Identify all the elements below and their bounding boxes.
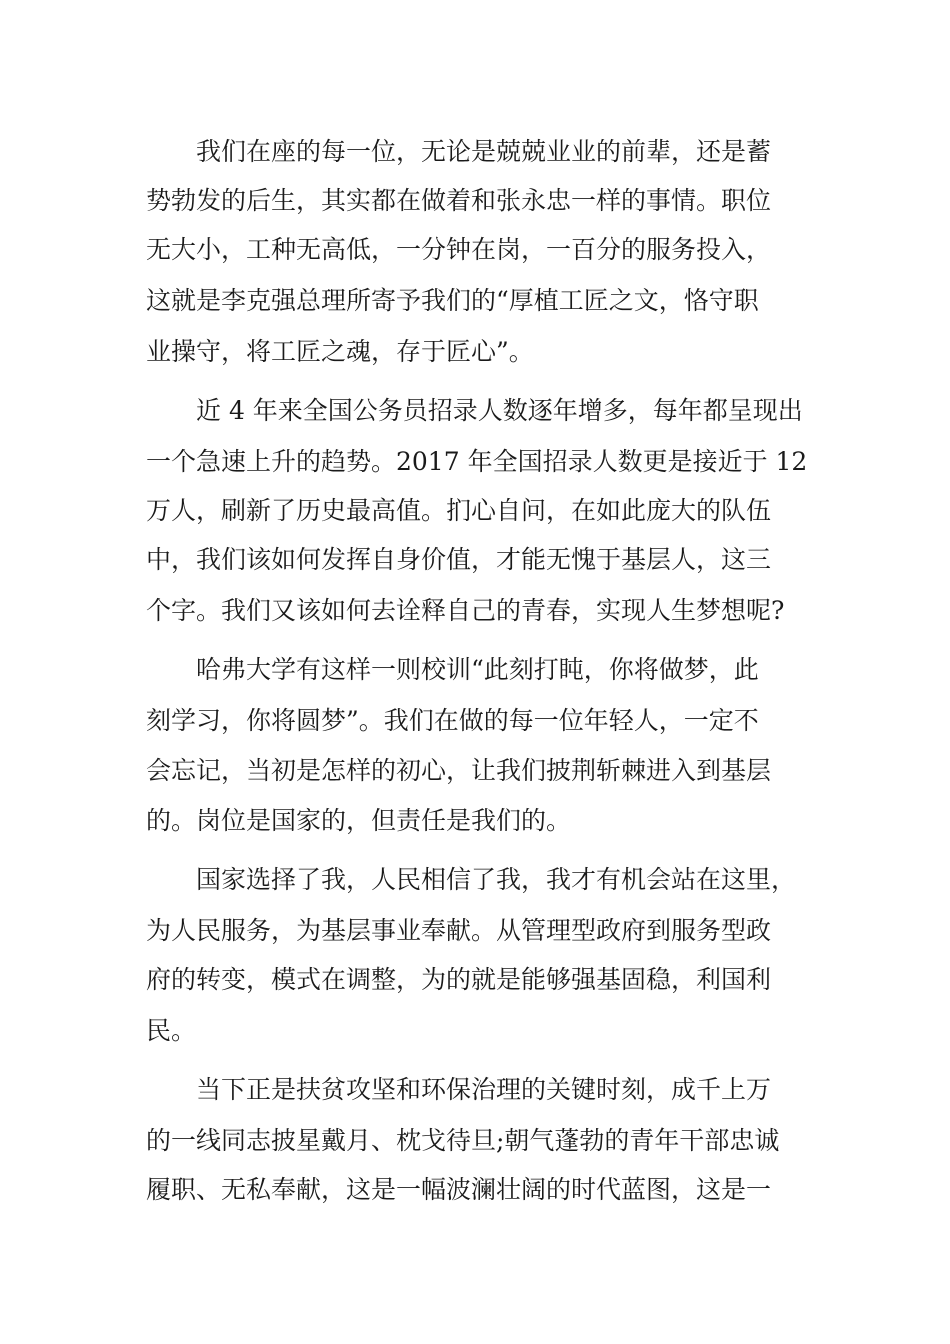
- paragraph-4-line-3: 府的转变，模式在调整，为的就是能够强基固稳，利国利: [146, 965, 772, 994]
- paragraph-2-line-1: 近 4 年来全国公务员招录人数逐年增多，每年都呈现出: [196, 396, 803, 425]
- paragraph-2-line-5: 个字。我们又该如何去诠释自己的青春，实现人生梦想呢?: [146, 596, 785, 625]
- paragraph-5-line-2: 的一线同志披星戴月、枕戈待旦;朝气蓬勃的青年干部忠诚: [146, 1126, 780, 1155]
- paragraph-1-line-5: 业操守，将工匠之魂，存于匠心”。: [146, 337, 534, 366]
- paragraph-3-line-2: 刻学习，你将圆梦”。我们在做的每一位年轻人，一定不: [146, 706, 759, 735]
- paragraph-1-line-3: 无大小，工种无高低，一分钟在岗，一百分的服务投入，: [146, 235, 772, 264]
- paragraph-4-line-2: 为人民服务，为基层事业奉献。从管理型政府到服务型政: [146, 916, 772, 945]
- paragraph-2-line-4: 中，我们该如何发挥自身价值，才能无愧于基层人，这三: [146, 545, 772, 574]
- paragraph-1-line-4: 这就是李克强总理所寄予我们的“厚植工匠之文，恪守职: [146, 286, 759, 315]
- paragraph-5-line-1: 当下正是扶贫攻坚和环保治理的关键时刻，成千上万: [196, 1075, 772, 1104]
- paragraph-3-line-1: 哈弗大学有这样一则校训“此刻打盹，你将做梦，此: [196, 655, 759, 684]
- paragraph-5-line-3: 履职、无私奉献，这是一幅波澜壮阔的时代蓝图，这是一: [146, 1175, 772, 1204]
- paragraph-4-line-4: 民。: [146, 1016, 197, 1045]
- paragraph-1-line-2: 势勃发的后生，其实都在做着和张永忠一样的事情。职位: [146, 186, 772, 215]
- paragraph-3-line-3: 会忘记，当初是怎样的初心，让我们披荆斩棘进入到基层: [146, 756, 772, 785]
- paragraph-3-line-4: 的。岗位是国家的，但责任是我们的。: [146, 806, 572, 835]
- paragraph-2-line-2: 一个急速上升的趋势。2017 年全国招录人数更是接近于 12: [146, 447, 808, 476]
- paragraph-1-line-1: 我们在座的每一位，无论是兢兢业业的前辈，还是蓄: [196, 137, 772, 166]
- paragraph-4-line-1: 国家选择了我，人民相信了我，我才有机会站在这里，: [196, 865, 797, 894]
- paragraph-2-line-3: 万人，刷新了历史最高值。扪心自问，在如此庞大的队伍: [146, 496, 772, 525]
